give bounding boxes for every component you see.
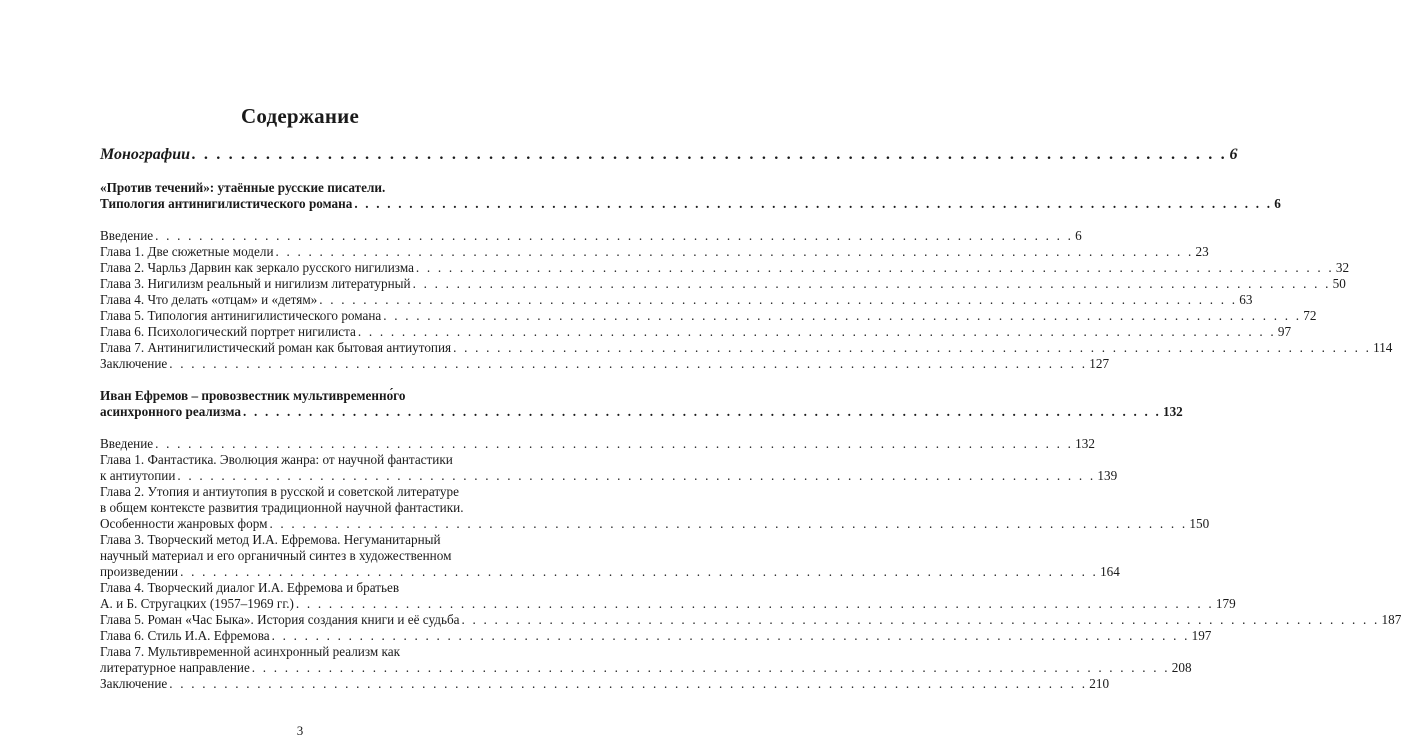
toc-entry[interactable] <box>100 244 1209 260</box>
toc-label: Заключение <box>100 676 168 691</box>
toc-entry-line[interactable]: в общем контексте развития традиционной научной фантастики. <box>100 500 464 515</box>
leader-dots <box>155 436 1073 452</box>
toc-entry-line[interactable]: научный материал и его органичный синтез в художественном <box>100 548 452 563</box>
leader-dots <box>169 356 1087 372</box>
toc-label: Глава 2. Чарльз Дарвин как зеркало русского нигилизма <box>100 260 414 275</box>
toc-page-number: 150 <box>1189 516 1210 531</box>
toc-entry[interactable] <box>100 596 1236 612</box>
toc-page-number: 187 <box>1381 612 1401 627</box>
leader-dots <box>192 146 1227 164</box>
leader-dots <box>462 612 1380 628</box>
monograph-2-title-line[interactable]: Иван Ефремов – провозвестник мультивременно́го <box>100 388 406 403</box>
toc-entry[interactable] <box>100 516 1210 532</box>
leader-dots <box>319 292 1237 308</box>
toc-entry[interactable] <box>100 340 1393 356</box>
toc-section-monographs[interactable] <box>100 146 1238 164</box>
toc-label: Монографии <box>100 146 191 163</box>
leader-dots <box>269 516 1187 532</box>
monograph-2-title[interactable] <box>100 404 1183 420</box>
toc-label: литературное направление <box>100 660 250 675</box>
toc-label: Глава 6. Психологический портрет нигилиста <box>100 324 356 339</box>
leader-dots <box>358 324 1276 340</box>
toc-page-number: 32 <box>1335 260 1350 275</box>
leader-dots <box>243 404 1161 420</box>
toc-page-number: 114 <box>1373 340 1393 355</box>
toc-page-number: 6 <box>1274 196 1281 211</box>
toc-entry-line[interactable]: Глава 3. Творческий метод И.А. Ефремова. Негуманитарный <box>100 532 441 547</box>
toc-entry[interactable] <box>100 276 1346 292</box>
toc-label: Глава 7. Антинигилистический роман как бытовая антиутопия <box>100 340 452 355</box>
toc-entry[interactable] <box>100 676 1110 692</box>
toc-label: Заключение <box>100 356 168 371</box>
monograph-1-title-line[interactable]: «Против течений»: утаённые русские писатели. <box>100 180 386 195</box>
leader-dots <box>180 564 1098 580</box>
toc-page-number: 208 <box>1171 660 1192 675</box>
toc-page-number: 139 <box>1097 468 1118 483</box>
toc-page-number: 197 <box>1191 628 1212 643</box>
toc-page-number: 132 <box>1162 404 1183 419</box>
toc-entry[interactable] <box>100 324 1292 340</box>
toc-label: Введение <box>100 228 154 243</box>
toc-label: Глава 1. Две сюжетные модели <box>100 244 274 259</box>
toc-entry[interactable] <box>100 468 1118 484</box>
leader-dots <box>416 260 1334 276</box>
toc-entry[interactable] <box>100 308 1317 324</box>
toc-page-number: 164 <box>1100 564 1120 579</box>
toc-entry[interactable] <box>100 228 1082 244</box>
page-number: 3 <box>296 723 304 738</box>
leader-dots <box>276 244 1194 260</box>
toc-page-number: 127 <box>1089 356 1110 371</box>
toc-label: Особенности жанровых форм <box>100 516 268 531</box>
leader-dots <box>296 596 1214 612</box>
leader-dots <box>272 628 1190 644</box>
leader-dots <box>354 196 1272 212</box>
toc-page-number: 6 <box>1075 228 1082 243</box>
monograph-1-title[interactable] <box>100 196 1281 212</box>
leader-dots <box>177 468 1095 484</box>
toc-label: Глава 3. Нигилизм реальный и нигилизм литературный <box>100 276 411 291</box>
toc-page-number: 210 <box>1089 676 1110 691</box>
toc-page-number: 63 <box>1239 292 1253 307</box>
toc-entry[interactable] <box>100 564 1120 580</box>
toc-label: Введение <box>100 436 154 451</box>
toc-label: Глава 5. Роман «Час Быка». История создания книги и её судьба <box>100 612 460 627</box>
toc-page-number: 97 <box>1277 324 1292 339</box>
toc-page-number: 50 <box>1332 276 1346 291</box>
toc-label: асинхронного реализма <box>100 404 241 419</box>
toc-entry[interactable] <box>100 436 1095 452</box>
toc-entry[interactable] <box>100 356 1110 372</box>
table-of-contents <box>100 146 1401 692</box>
toc-label: произведении <box>100 564 179 579</box>
toc-entry[interactable] <box>100 628 1212 644</box>
leader-dots <box>155 228 1073 244</box>
toc-page-number: 23 <box>1195 244 1209 259</box>
page-title: Содержание <box>241 104 359 128</box>
leader-dots <box>169 676 1087 692</box>
toc-label: А. и Б. Стругацких (1957–1969 гг.) <box>100 596 294 611</box>
toc-page-number: 132 <box>1075 436 1095 451</box>
toc-entry[interactable] <box>100 292 1253 308</box>
leader-dots <box>413 276 1331 292</box>
toc-entry-line[interactable]: Глава 7. Мультивременной асинхронный реализм как <box>100 644 400 659</box>
toc-entry[interactable] <box>100 612 1401 628</box>
toc-label: Типология антинигилистического романа <box>100 196 353 211</box>
toc-label: Глава 5. Типология антинигилистического романа <box>100 308 382 323</box>
toc-entry-line[interactable]: Глава 4. Творческий диалог И.А. Ефремова и братьев <box>100 580 400 595</box>
toc-page-number: 6 <box>1229 146 1238 163</box>
toc-entry-line[interactable]: Глава 1. Фантастика. Эволюция жанра: от научной фантастики <box>100 452 453 467</box>
leader-dots <box>252 660 1170 676</box>
toc-page-number: 179 <box>1215 596 1236 611</box>
leader-dots <box>383 308 1301 324</box>
toc-label: Глава 4. Что делать «отцам» и «детям» <box>100 292 318 307</box>
toc-entry[interactable] <box>100 260 1350 276</box>
leader-dots <box>453 340 1371 356</box>
toc-entry[interactable] <box>100 660 1192 676</box>
toc-page-number: 72 <box>1303 308 1317 323</box>
toc-label: к антиутопии <box>100 468 176 483</box>
toc-entry-line[interactable]: Глава 2. Утопия и антиутопия в русской и советской литературе <box>100 484 459 499</box>
toc-label: Глава 6. Стиль И.А. Ефремова <box>100 628 270 643</box>
